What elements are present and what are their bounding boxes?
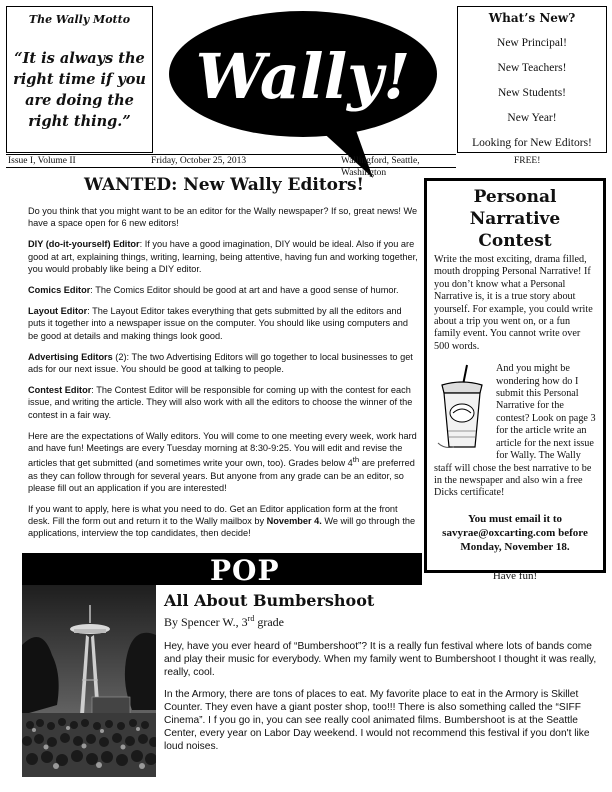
expectations-sup: th <box>352 455 360 465</box>
role-paragraph <box>28 305 420 342</box>
contest-email-instructions: You must email it to savyrae@oxcarting.com before Monday, November 18. <box>442 512 588 553</box>
motto-title: The Wally Motto <box>28 13 131 26</box>
contest-submit-section <box>434 363 596 499</box>
pop-article <box>164 591 598 762</box>
issue-location: Wallingford, Seattle, Washington <box>341 156 420 178</box>
role-paragraph <box>28 351 420 375</box>
issue-price: FREE! <box>514 156 541 166</box>
role-text: : The Layout Editor takes everything that gets submitted by all the editors and puts it together into a newspaper issue on the computer. You should like using computers and be good at details and making things look good. <box>28 306 408 341</box>
space-needle-icon <box>22 585 156 777</box>
motto-text: “It is always the right time if you are doing the right thing.” <box>13 50 146 130</box>
contest-intro: Write the most exciting, drama filled, mouth dropping Personal Narrative! If you don’t know what a Personal Narrative is, it is a true story about yourself. For example, you could write about a trip you went on, or a fun family event. You cannot write over 500 words. <box>434 254 593 352</box>
role-paragraph <box>28 238 420 275</box>
main-headline: WANTED: New Wally Editors! <box>83 175 364 195</box>
role-label: Comics Editor <box>28 285 91 296</box>
expectations-text: Here are the expectations of Wally editors. You will come to one meeting every week, work hard and have fun! Meetings are every Tuesday morning at 8:30-9:25. You will edit and revise the articles that get submitted (and sometimes write your own, too). Grades below 4 <box>28 430 417 469</box>
role-text: : The Comics Editor should be good at art and have a good sense of humor. <box>90 285 399 296</box>
masthead-logo <box>168 10 438 140</box>
space-needle-photo <box>22 585 156 777</box>
contest-submit: And you might be wondering how do I submit this Personal Narrative for the contest? Look on page 3 for the article write an article for the next issue for Wally. The Wally staff will chose the best narrative to be in the newspaper and also win a free Dicks certificate! <box>434 363 596 499</box>
whats-new-title: What’s New? <box>488 11 576 25</box>
pop-banner <box>22 553 422 585</box>
intro-paragraph: Do you think that you might want to be an editor for the Wally newspaper? If so, great news! We have a space open for 6 new editors! <box>28 206 418 229</box>
pop-paragraph: Hey, have you ever heard of “Bumbershoot”? It is a really fun festival where lots of bands come and play their music for everybody. When my family went to Bumbershoot I thought it was really, really, cool. <box>164 641 597 678</box>
main-article <box>28 175 420 549</box>
whats-new-item: New Teachers! <box>497 62 567 74</box>
motto-box <box>6 6 153 153</box>
contest-title: Personal Narrative Contest <box>469 187 561 251</box>
issue-date: Friday, October 25, 2013 <box>151 156 247 166</box>
role-text: (2): The two Advertising Editors will go together to local businesses to get ads for our next issue. You should be good at talking to people. <box>28 351 413 375</box>
role-label: Contest Editor <box>28 385 92 396</box>
role-paragraph <box>28 284 420 296</box>
byline-text: By Spencer W., 3 <box>164 615 248 629</box>
role-text: : If you have a good imagination, DIY would be ideal. Also if you are good at art, explaining things, writing, learning, being attentive, having fun and working together, you would probably like being a DIY editor. <box>28 239 418 274</box>
apply-paragraph <box>28 503 420 540</box>
pop-paragraph: In the Armory, there are tons of places to eat. My favorite place to eat in the Armory is Skillet Counter. They even have a giant poster shop, too!!! There is also something called the “SIFF Cinema”. I f you go in, you can see really cool animated films. Bumbershoot is at the Seattle Center, every year on Labor Day weekend. I would not recommend this festival if you don't like loud noises. <box>164 689 590 752</box>
apply-deadline: November 4. <box>266 516 322 527</box>
expectations-text: are preferred as they can follow through for several years. But anyone from any grade can be an editor, so please fill out an application if you are interested! <box>28 458 415 493</box>
soda-cup-icon <box>434 363 490 451</box>
whats-new-item: New Principal! <box>497 37 567 49</box>
whats-new-item: Looking for New Editors! <box>472 137 592 149</box>
role-paragraph <box>28 384 420 421</box>
role-label: Advertising Editors <box>28 351 113 362</box>
apply-text: We will go through the applications, interview the top candidates, then decide! <box>28 516 416 539</box>
apply-text: If you want to apply, here is what you need to do. Get an Editor application form at the front desk. Fill the form out and return it to the Wally mailbox by <box>28 503 398 527</box>
whats-new-box <box>457 6 607 153</box>
contest-box <box>424 178 606 582</box>
byline-sup: rd <box>247 614 255 623</box>
pop-byline <box>164 611 598 630</box>
whats-new-item: New Year! <box>507 112 557 124</box>
contest-closing: Have fun! <box>492 569 538 582</box>
pop-banner-title: POP <box>210 554 280 587</box>
byline-text: grade <box>254 615 284 629</box>
role-text: : The Contest Editor will be responsible for coming up with the contest for each issue, and writing the article. They will also work with all the editors to choose the winner of the contest in a fair way. <box>28 385 413 420</box>
masthead-title: Wally! <box>195 40 411 113</box>
role-label: DIY (do-it-yourself) Editor <box>28 239 140 250</box>
issue-bar <box>6 154 541 178</box>
issue-number: Issue I, Volume II <box>8 156 76 166</box>
expectations-paragraph <box>28 430 420 494</box>
pop-article-title: All About Bumbershoot <box>164 591 375 610</box>
whats-new-item: New Students! <box>497 87 567 99</box>
role-label: Layout Editor <box>28 306 88 317</box>
